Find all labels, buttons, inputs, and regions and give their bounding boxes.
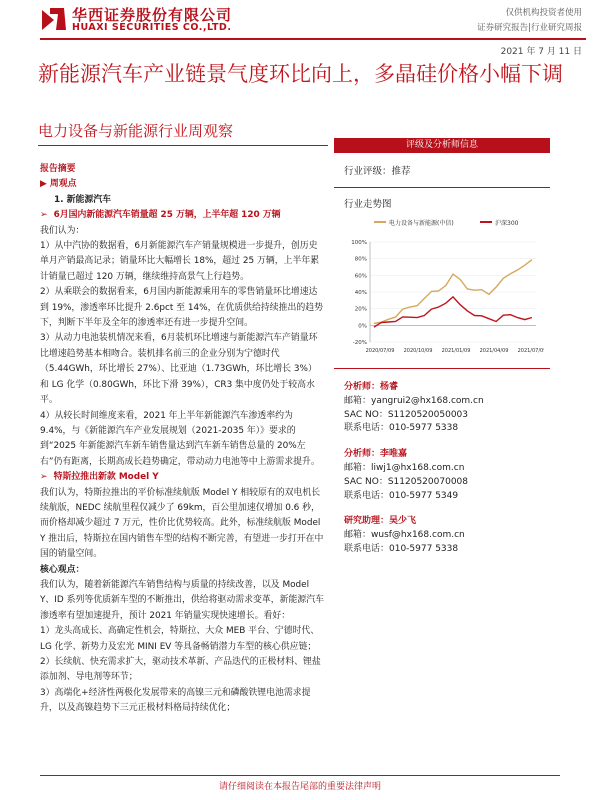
legal-notice: 请仔细阅读在本报告尾部的重要法律声明 (218, 782, 381, 792)
x-tick-label: 2021/07/09 (517, 348, 544, 354)
y-tick-label: -20% (352, 340, 367, 346)
industry-trend-chart (340, 214, 544, 364)
sidebar-title: 评级及分析师信息 (334, 138, 550, 153)
report-header (0, 0, 600, 44)
analyst-sac: SAC NO：S1120520050003 (344, 409, 468, 420)
y-tick-label: 0% (358, 323, 367, 330)
section-viewpoint: ▶ 周观点 (40, 179, 77, 190)
para-2: 2）从乘联会的数据看来，6月国内新能源乘用车的零售销量环比增速达到 19%，渗透率环比提升 2.6pct 至 14%，在优质供给持续推出的趋势下，判断下半年及全年的渗透率还有进一步提升空间。 (40, 287, 323, 329)
para-intro: 我们认为： (40, 225, 85, 236)
analyst-phone: 联系电话：010-5977 5349 (344, 490, 459, 501)
y-tick-label: 40% (354, 290, 367, 296)
para-4: 4）从较长时间维度来看，2021 年上半年新能源汽车渗透率约为 9.4%，与《新能源汽车产业发展规划（2021-2035 年）》要求的到“2025 年新能源汽车新车销售量达到汽车新车销售总量的 20%左右”仍有距离，长期高成长趋势确定，带动动力电池等中上游需求提升。 (40, 410, 320, 467)
y-tick-label: 80% (354, 256, 367, 263)
subtitle-divider (38, 145, 328, 146)
list-item-1: 1）龙头高成长、高确定性机会，特斯拉、大众 MEB 平台、宁德时代、LG 化学、新势力及宏光 MINI EV 等具备畅销潜力车型的核心供应链； (40, 626, 320, 652)
x-tick-label: 2020/10/09 (403, 348, 433, 354)
sub-heading-ev: 1. 新能源汽车 (54, 194, 112, 205)
report-subtitle: 电力设备与新能源行业周观察 (38, 122, 234, 140)
header-divider (40, 38, 586, 40)
point-tesla: 特斯拉推出新款 Model Y (53, 472, 159, 483)
list-item-3: 3）高端化+经济性两极化发展带来的高镍三元和磷酸铁锂电池需求提升，以及高镍趋势下三元正极材料格局持续优化； (40, 687, 311, 714)
point-ev-sales: 6月国内新能源汽车销量超 25 万辆，上半年超 120 万辆 (53, 210, 281, 221)
analyst-sac: SAC NO：S1120520070008 (344, 476, 468, 487)
para-1: 1）从中汽协的数据看，6月新能源汽车产销量规模进一步提升，创历史单月产销最高记录；销量环比大幅增长 18%，超过 25 万辆，上半年累计销量已超过 120 万辆，继续维持高景气上行趋势。 (40, 241, 320, 282)
analyst-email: 邮箱：wusf@hx168.com.cn (344, 530, 465, 541)
rating-label: 行业评级： (344, 166, 392, 177)
legend-label: 电力设备与新能源(中信) (389, 220, 454, 227)
analyst-role: 分析师： (344, 382, 381, 392)
report-date: 2021 年 7 月 11 日 (500, 47, 582, 57)
x-tick-label: 2021/01/09 (441, 348, 471, 354)
analyst-phone: 联系电话：010-5977 5338 (344, 423, 459, 434)
analyst-role: 研究助理： (344, 516, 390, 527)
trend-title: 行业走势图 (344, 199, 392, 210)
footer-divider (40, 775, 560, 776)
y-tick-label: 20% (354, 306, 367, 313)
y-tick-label: 60% (354, 273, 367, 280)
series-line-2 (374, 297, 532, 327)
analyst-block-2 (334, 448, 550, 503)
analyst-name: 吴少飞 (389, 516, 417, 527)
company-name-en: HUAXI SECURITIES CO.,LTD. (72, 22, 232, 33)
chart-bottom-rule (334, 368, 550, 369)
arrow-icon: ➢ (40, 472, 48, 483)
analyst-block-3 (334, 515, 550, 556)
para-3: 3）从动力电池装机情况来看，6月装机环比增速与新能源汽车产销量环比增速趋势基本相吻合。装机排名前三的企业分别为宁德时代（5.44GWh，环比增长 27%）、比亚迪（1.73GWh，环比增长 3%）和 LG 化学（0.80GWh，环比下滑 39%），CR3 集中度仍处于较高水平。 (40, 333, 318, 406)
legend-label: 沪深300 (495, 220, 519, 227)
x-tick-label: 2020/07/09 (365, 348, 395, 354)
analyst-name: 李唯嘉 (380, 449, 408, 460)
analyst-role: 分析师： (344, 449, 381, 460)
para-6: 我们认为，随着新能源汽车销售结构与质量的持续改善，以及 Model Y、ID 系列等优质新车型的不断推出，供给将驱动需求变革，新能源汽车渗透率有望加速提升，预计 2021 年销量实现快速增长。看好： (40, 579, 324, 621)
report-type: 证券研究报告|行业研究周报 (477, 23, 582, 33)
analyst-email: 邮箱：yangrui2@hx168.com.cn (344, 395, 484, 406)
industry-rating (334, 153, 550, 188)
audience-note: 仅供机构投资者使用 (505, 8, 582, 18)
analyst-name: 杨睿 (380, 382, 399, 392)
list-item-2: 2）长续航、快充需求扩大，驱动技术革新、产品迭代的正极材料、锂盐添加剂、导电剂等环节； (40, 657, 321, 683)
series-line-1 (374, 260, 532, 324)
report-title: 新能源汽车产业链景气度环比向上，多晶硅价格小幅下调 (38, 62, 563, 86)
para-5: 我们认为，特斯拉推出的平价标准续航版 Model Y 相较原有的双电机长续航版，NEDC 续航里程仅减少了 69km，百公里加速仅增加 0.6 秒，而价格却减少超过 7 万元，性价比优势较高。此外，标准续航版 Model Y 推出后，特斯拉在国内销售车型的结构不断完善，有望进一步打开在中国的销量空间。 (40, 487, 324, 560)
huaxi-logo-icon (40, 6, 68, 32)
analyst-sidebar (334, 138, 550, 557)
core-heading: 核心观点： (40, 564, 85, 575)
x-tick-label: 2021/04/09 (479, 348, 509, 354)
analyst-block-1 (334, 381, 550, 436)
rating-value: 推荐 (391, 166, 411, 177)
company-name-cn: 华西证券股份有限公司 (72, 6, 233, 24)
arrow-icon: ➢ (40, 210, 48, 221)
y-tick-label: 100% (351, 240, 367, 246)
summary-heading: 报告摘要 (40, 164, 76, 174)
summary-column (40, 162, 325, 717)
analyst-phone: 联系电话：010-5977 5338 (344, 543, 459, 554)
analyst-email: 邮箱：liwj1@hx168.com.cn (344, 462, 465, 473)
